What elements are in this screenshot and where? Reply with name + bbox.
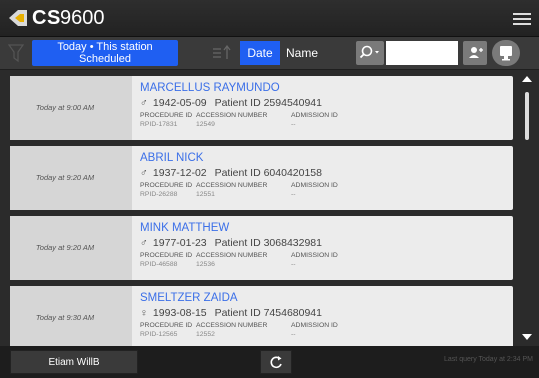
admission-id: -- [291, 261, 296, 268]
sort-by-name-button[interactable]: Name [285, 46, 318, 60]
gender-icon: ♂ [140, 97, 148, 109]
procedure-id-label: PROCEDURE ID [140, 322, 193, 329]
meta-values [140, 121, 351, 128]
gender-icon: ♂ [140, 167, 148, 179]
procedure-id-label: PROCEDURE ID [140, 252, 193, 259]
add-user-icon [463, 41, 487, 65]
patient-card[interactable] [10, 146, 513, 210]
birth-date: 1942-05-09 [152, 97, 207, 109]
display-button[interactable] [492, 40, 520, 66]
patient-card[interactable] [10, 286, 513, 350]
meta-values [140, 191, 351, 198]
admission-id: -- [291, 121, 296, 128]
gender-icon: ♀ [140, 307, 148, 319]
accession-number-label: ACCESSION NUMBER [196, 112, 268, 119]
scheduled-time: Today at 9:30 AM [35, 313, 95, 322]
toolbar [0, 37, 539, 69]
patient-id: 6040420158 [263, 167, 322, 179]
patient-id-label: Patient ID [214, 237, 261, 249]
card-time-panel [10, 146, 132, 210]
accession-number: 12551 [196, 191, 215, 198]
admission-id-label: ADMISSION ID [291, 182, 338, 189]
accession-number-label: ACCESSION NUMBER [196, 322, 268, 329]
accession-number-label: ACCESSION NUMBER [196, 182, 268, 189]
patient-id: 2594540941 [263, 97, 322, 109]
admission-id-label: ADMISSION ID [291, 252, 338, 259]
patient-id-label: Patient ID [214, 307, 261, 319]
patient-card[interactable] [10, 76, 513, 140]
scroll-up-arrow-icon[interactable] [522, 76, 532, 82]
card-time-panel [10, 286, 132, 350]
time-arrow [118, 286, 132, 350]
patient-name[interactable]: ABRIL NICK [140, 152, 204, 164]
patient-name[interactable]: MARCELLUS RAYMUNDO [140, 82, 280, 94]
current-user-button[interactable]: Etiam WillB [10, 350, 138, 374]
meta-labels [140, 322, 351, 329]
title-bar [0, 0, 539, 37]
accession-number: 12549 [196, 121, 215, 128]
add-patient-button[interactable] [463, 41, 487, 65]
time-arrow [118, 216, 132, 280]
monitor-icon [492, 40, 520, 66]
app-brand: CS [32, 7, 61, 29]
procedure-id-label: PROCEDURE ID [140, 112, 193, 119]
gender-icon: ♂ [140, 237, 148, 249]
patient-details [140, 237, 322, 249]
card-time-panel [10, 76, 132, 140]
scrollbar-thumb[interactable] [525, 92, 529, 140]
admission-id: -- [291, 331, 296, 338]
patient-details [140, 307, 322, 319]
patient-id: 3068432981 [263, 237, 322, 249]
sort-by-date-button[interactable]: Date [240, 41, 280, 65]
birth-date: 1993-08-15 [152, 307, 207, 319]
accession-number-label: ACCESSION NUMBER [196, 252, 268, 259]
search-icon [356, 41, 384, 65]
birth-date: 1977-01-23 [152, 237, 207, 249]
filter-button[interactable] [32, 40, 178, 66]
accession-number: 12536 [196, 261, 215, 268]
filter-line-1: Today • This station [57, 41, 153, 53]
hamburger-menu-icon[interactable] [513, 13, 531, 25]
search-options-button[interactable] [356, 41, 384, 65]
scheduled-time: Today at 9:20 AM [35, 173, 95, 182]
admission-id-label: ADMISSION ID [291, 322, 338, 329]
time-arrow [118, 76, 132, 140]
refresh-button[interactable] [260, 350, 292, 374]
scheduled-time: Today at 9:20 AM [35, 243, 95, 252]
last-query-status: Last query Today at 2:34 PM [444, 356, 533, 363]
patient-details [140, 167, 322, 179]
patient-details [140, 97, 322, 109]
procedure-id: RPID-12565 [140, 331, 178, 338]
search-input[interactable] [386, 41, 458, 65]
patient-name[interactable]: SMELTZER ZAIDA [140, 292, 238, 304]
accession-number: 12552 [196, 331, 215, 338]
patient-id-label: Patient ID [214, 97, 261, 109]
admission-id: -- [291, 191, 296, 198]
procedure-id: RPID-26288 [140, 191, 178, 198]
scroll-down-arrow-icon[interactable] [522, 334, 532, 340]
sort-order-icon[interactable] [212, 45, 232, 61]
meta-values [140, 261, 351, 268]
meta-labels [140, 182, 351, 189]
footer-bar [0, 346, 539, 378]
card-time-panel [10, 216, 132, 280]
time-arrow [118, 146, 132, 210]
procedure-id: RPID-17831 [140, 121, 178, 128]
procedure-id-label: PROCEDURE ID [140, 182, 193, 189]
admission-id-label: ADMISSION ID [291, 112, 338, 119]
filter-icon[interactable] [8, 43, 24, 63]
patient-name[interactable]: MINK MATTHEW [140, 222, 230, 234]
procedure-id: RPID-46588 [140, 261, 178, 268]
meta-labels [140, 112, 351, 119]
app-model: 9600 [60, 7, 105, 29]
filter-line-2: Scheduled [79, 53, 131, 65]
birth-date: 1937-12-02 [152, 167, 207, 179]
meta-labels [140, 252, 351, 259]
refresh-icon [261, 351, 291, 373]
meta-values [140, 331, 351, 338]
scheduled-time: Today at 9:00 AM [35, 103, 95, 112]
logo-icon [8, 9, 28, 27]
patient-card[interactable] [10, 216, 513, 280]
patient-id: 7454680941 [263, 307, 322, 319]
patient-list[interactable] [0, 70, 539, 346]
patient-id-label: Patient ID [214, 167, 261, 179]
